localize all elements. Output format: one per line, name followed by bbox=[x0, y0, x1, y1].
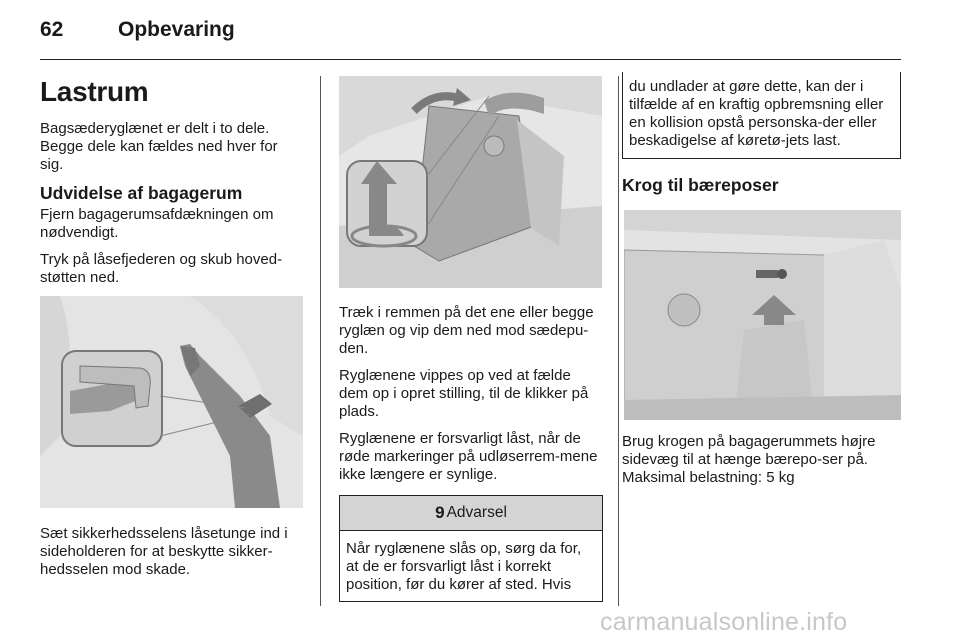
column-1 bbox=[40, 72, 305, 588]
column-divider bbox=[320, 76, 321, 606]
body-text: Brug krogen på bagagerummets højre sidevæg til at hænge bærepo-ser på. Maksimal belastning: 5 kg bbox=[622, 433, 876, 486]
page-title: Opbevaring bbox=[118, 18, 235, 41]
rear-seat-illustration bbox=[339, 76, 602, 288]
column-divider bbox=[618, 76, 619, 606]
step-text: Tryk på låsefjederen og skub hoved-støtten ned. bbox=[40, 251, 283, 286]
warning-box bbox=[339, 495, 603, 602]
warning-text-continued: du undlader at gøre dette, kan der i tilfælde af en kraftig opbremsning eller en kollision opstå personska-der eller beskadigelse af køretø-jets last. bbox=[629, 78, 884, 149]
body-text: Træk i remmen på det ene eller begge ryglæn og vip dem ned mod sædepu-den. bbox=[339, 304, 594, 357]
body-text: Ryglænene vippes op ved at fælde dem op i opret stilling, til de klikker på plads. bbox=[339, 367, 589, 420]
column-2 bbox=[339, 72, 603, 602]
warning-title: Advarsel bbox=[446, 504, 507, 521]
column-3 bbox=[622, 72, 901, 496]
warning-text: Når ryglænene slås op, sørg da for, at de er forsvarligt låst i korrekt position, før du kører af sted. Hvis bbox=[346, 540, 582, 593]
illustration-caption: Sæt sikkerhedsselens låsetunge ind i sideholderen for at beskytte sikker-hedsselen mod skade. bbox=[40, 525, 288, 578]
seatbelt-illustration bbox=[40, 296, 303, 508]
trunk-hook-illustration bbox=[624, 210, 901, 420]
intro-text: Bagsæderyglænet er delt i to dele. Begge dele kan fældes ned hver for sig. bbox=[40, 120, 278, 173]
watermark: carmanualsonline.info bbox=[600, 608, 848, 636]
header-rule bbox=[40, 59, 901, 60]
warning-icon: 9 bbox=[435, 503, 445, 522]
warning-box-continued bbox=[622, 72, 901, 159]
subsection-heading: Krog til bæreposer bbox=[622, 175, 779, 195]
warning-header bbox=[340, 496, 602, 531]
page-number: 62 bbox=[40, 18, 64, 41]
body-text: Ryglænene er forsvarligt låst, når de røde markeringer på udløserrem-mene ikke længere er synlige. bbox=[339, 430, 598, 483]
subsection-heading: Udvidelse af bagagerum bbox=[40, 183, 243, 203]
step-text: Fjern bagagerumsafdækningen om nødvendigt. bbox=[40, 206, 274, 241]
section-heading: Lastrum bbox=[40, 76, 149, 107]
